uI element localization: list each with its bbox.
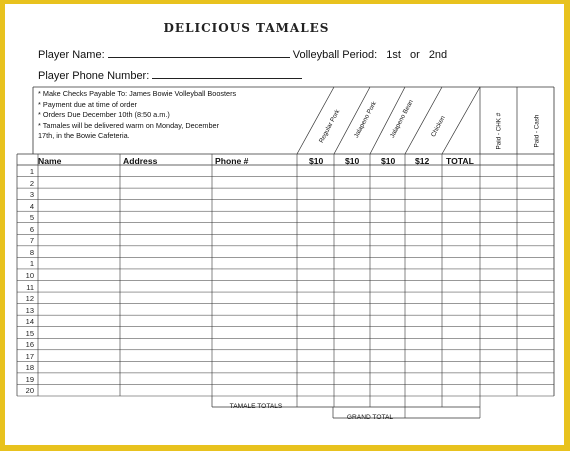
row-number: 19 [25,374,34,384]
row-number: 15 [25,328,34,338]
note-line: * Tamales will be delivered warm on Monday, December [38,120,220,130]
order-form-sheet [5,4,564,445]
row-number: 13 [25,305,34,315]
row-number: 16 [25,340,34,350]
row-number: 11 [26,282,34,292]
phone-label: Player Phone Number: [38,70,150,82]
row-number: 12 [25,294,34,304]
row-number: 18 [25,363,34,373]
tamale-totals-label: TAMALE TOTALS [229,403,283,410]
order-table-grid [5,4,564,445]
grand-total-label: GRAND TOTAL [346,414,394,421]
row-number: 6 [29,224,34,234]
product-jalapeno-bean: Jalapeno Bean [388,98,415,140]
period-first[interactable]: 1st [386,49,401,61]
row-number: 1 [29,167,34,176]
row-number: 3 [29,190,34,200]
col-price-jalapeno-pork: $10 [345,156,360,166]
period-second[interactable]: 2nd [428,49,448,61]
player-name-label: Player Name: [38,49,105,61]
note-line: 17th, in the Bowie Cafeteria. [38,131,130,140]
row-number: 7 [29,236,34,246]
paid-cash-header: Paid - Cash [533,114,541,148]
row-number: 20 [25,386,34,396]
row-number: 2 [29,178,34,188]
row-number: 17 [25,351,34,361]
paid-check-header: Paid - CHK # [495,112,503,150]
row-number: 14 [25,317,34,327]
col-name: Name [38,156,62,166]
period-label: Volleyball Period: [292,49,378,61]
row-number: 10 [25,270,34,280]
period-or: or [409,49,420,61]
row-number: 4 [29,201,34,211]
col-total: TOTAL [446,156,474,166]
note-line: * Orders Due December 10th (8:50 a.m.) [38,110,170,119]
product-jalapeno-pork: Jalapeno Pork [352,100,378,140]
product-regular-pork: Regular Pork [317,108,342,145]
col-address: Address [123,156,158,166]
form-title: DELICIOUS TAMALES [163,21,330,35]
col-price-chicken: $12 [415,156,430,166]
col-price-jalapeno-bean: $10 [381,156,396,166]
product-divider-slant [442,87,480,154]
col-phone: Phone # [215,156,249,166]
note-line: * Make Checks Payable To: James Bowie Volleyball Boosters [38,89,237,98]
row-number: 5 [29,213,34,223]
note-line: * Payment due at time of order [38,99,137,109]
instructions-box [38,89,308,142]
row-number: 8 [29,247,34,257]
col-price-regular-pork: $10 [309,156,324,166]
product-chicken: Chicken [429,114,447,139]
row-number: 1 [29,259,34,269]
